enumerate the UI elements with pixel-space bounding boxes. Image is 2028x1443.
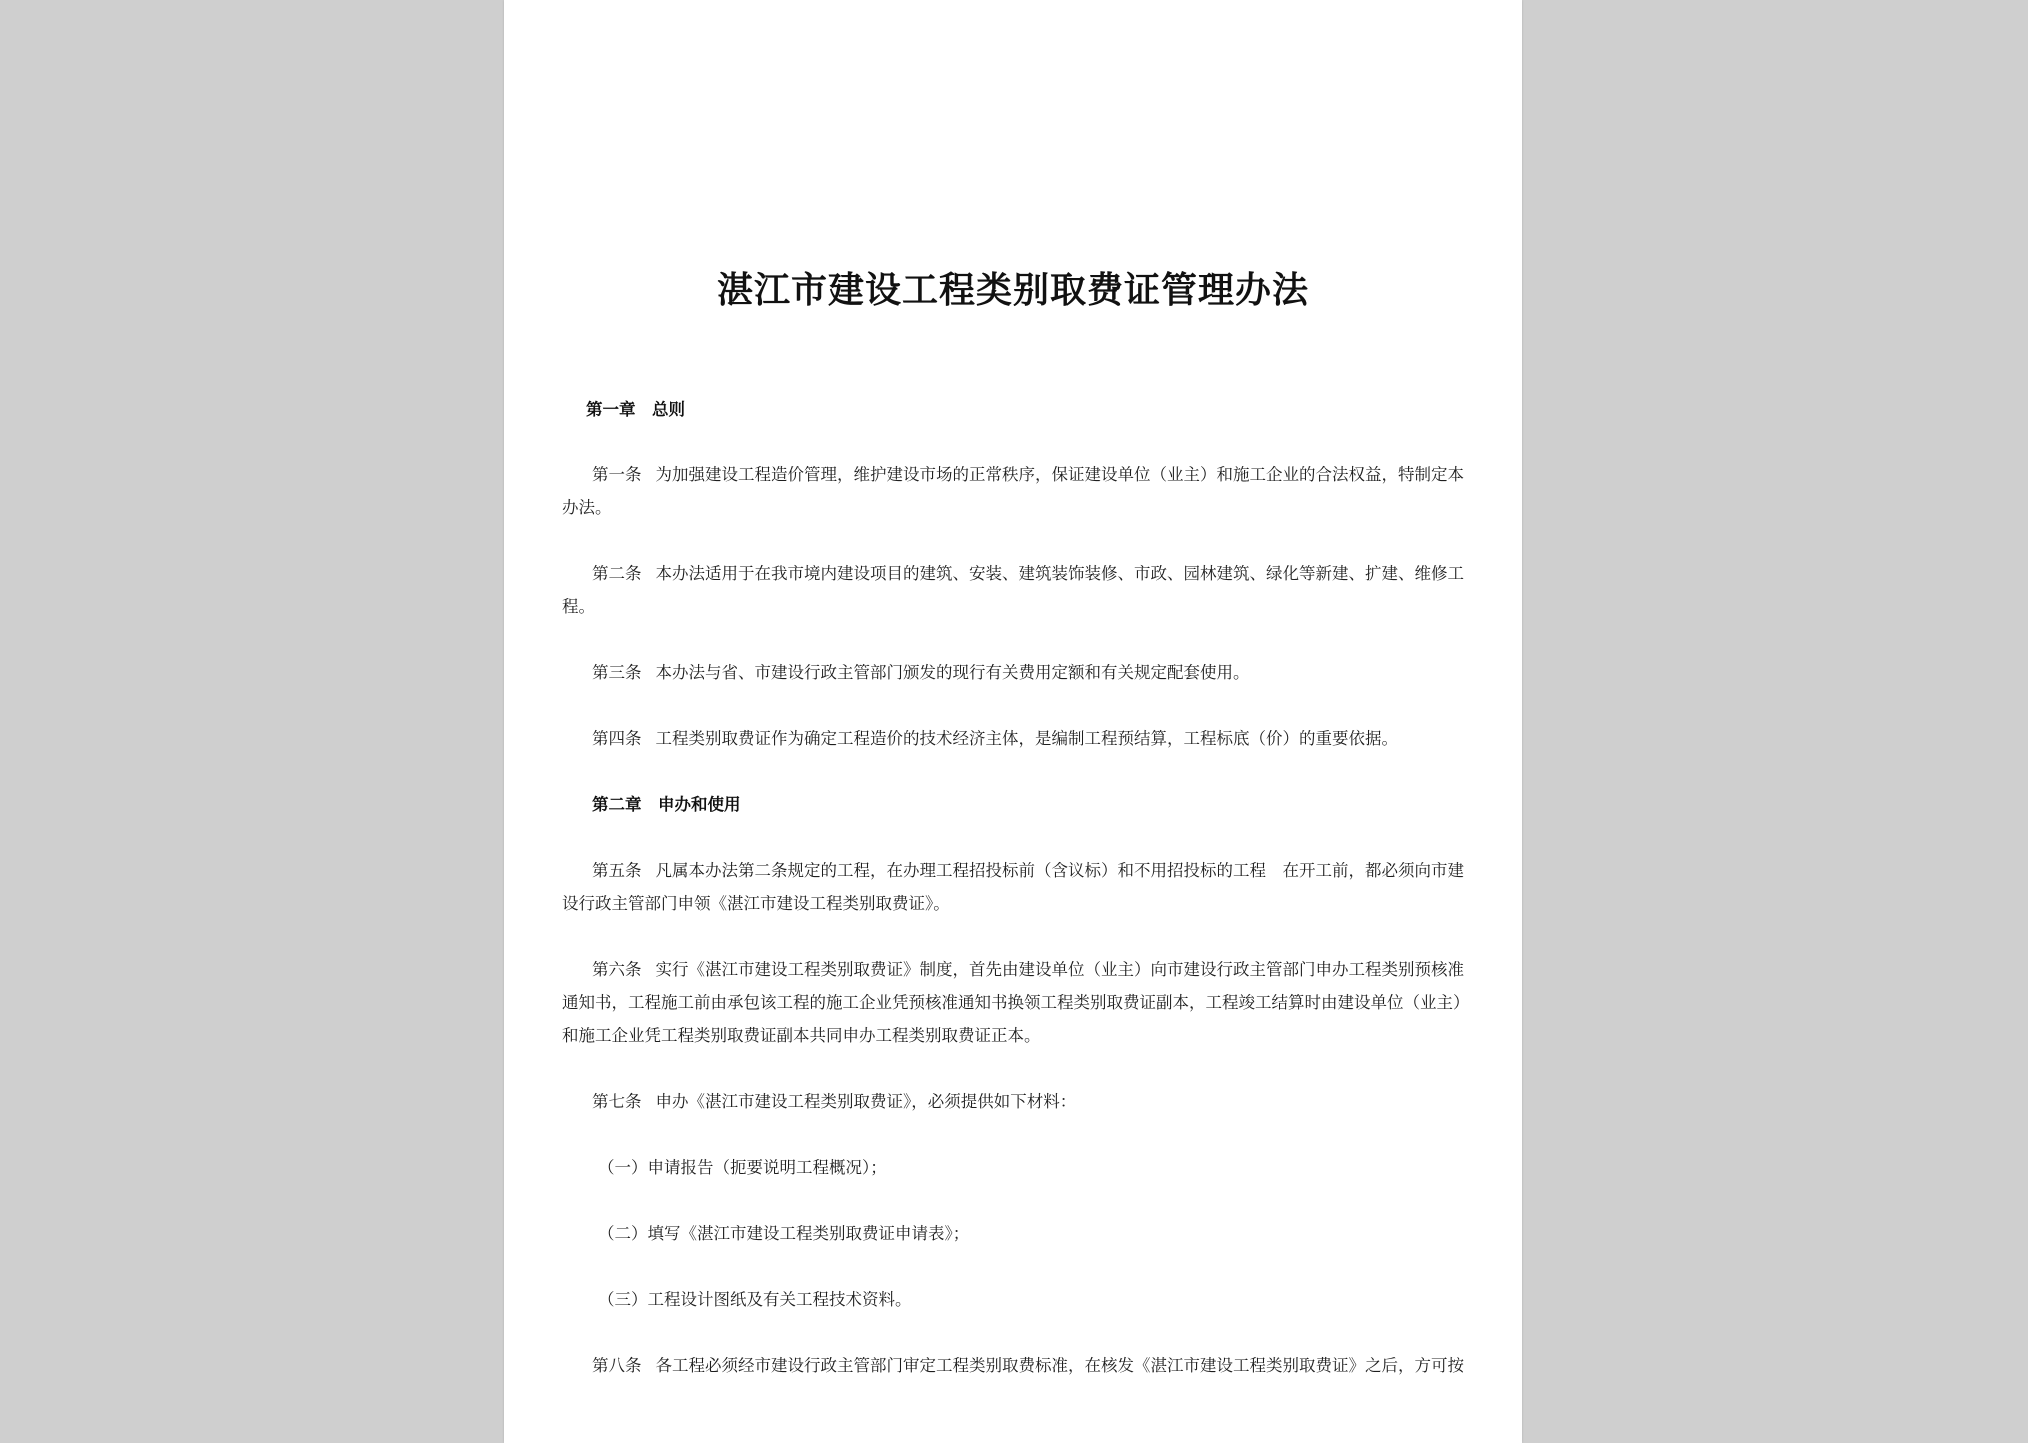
paragraph-text: 各工程必须经市建设行政主管部门审定工程类别取费标准，在核发《湛江市建设工程类别取费证》之后，方可按	[655, 1356, 1464, 1375]
chapter-heading: 第一章 总则	[586, 400, 685, 419]
article-3	[592, 661, 1250, 685]
document-title: 湛江市建设工程类别取费证管理办法	[716, 269, 1309, 311]
list-item: （三）工程设计图纸及有关工程技术资料。	[598, 1290, 912, 1309]
paragraph-continuation: 通知书，工程施工前由承包该工程的施工企业凭预核准通知书换领工程类别取费证副本，工程竣工结算时由建设单位（业主）	[562, 993, 1470, 1012]
paragraph-text: 工程类别取费证作为确定工程造价的技术经济主体，是编制工程预结算，工程标底（价）的重要依据。	[655, 729, 1398, 748]
paragraph-text: 本办法与省、市建设行政主管部门颁发的现行有关费用定额和有关规定配套使用。	[655, 663, 1250, 682]
article-label: 第二条	[592, 564, 642, 583]
article-label: 第七条	[592, 1092, 642, 1111]
paragraph-continuation: 程。	[562, 597, 595, 616]
article-label: 第八条	[592, 1356, 642, 1375]
paragraph-text: 实行《湛江市建设工程类别取费证》制度，首先由建设单位（业主）向市建设行政主管部门申办工程类别预核准	[655, 960, 1464, 979]
paragraph-text: 凡属本办法第二条规定的工程，在办理工程招投标前（含议标）和不用招投标的工程 在开工前，都必须向市建	[655, 861, 1464, 880]
paragraph-text: 申办《湛江市建设工程类别取费证》，必须提供如下材料：	[655, 1092, 1077, 1111]
paragraph-text: 本办法适用于在我市境内建设项目的建筑、安装、建筑装饰装修、市政、园林建筑、绿化等新建、扩建、维修工	[655, 564, 1464, 583]
article-label: 第五条	[592, 861, 642, 880]
paragraph-text: 为加强建设工程造价管理，维护建设市场的正常秩序，保证建设单位（业主）和施工企业的合法权益，特制定本	[655, 465, 1464, 484]
article-1	[592, 463, 1464, 487]
article-7	[592, 1090, 1076, 1114]
article-label: 第三条	[592, 663, 642, 682]
document-page	[504, 0, 1522, 1443]
article-label: 第六条	[592, 960, 642, 979]
article-5	[592, 859, 1464, 883]
paragraph-continuation: 设行政主管部门申领《湛江市建设工程类别取费证》。	[562, 894, 950, 913]
article-4	[592, 727, 1398, 751]
article-8	[592, 1354, 1464, 1378]
list-item: （二）填写《湛江市建设工程类别取费证申请表》；	[598, 1224, 970, 1243]
paragraph-continuation: 办法。	[562, 498, 612, 517]
paragraph-continuation: 和施工企业凭工程类别取费证副本共同申办工程类别取费证正本。	[562, 1026, 1041, 1045]
article-6	[592, 958, 1464, 982]
list-item: （一）申请报告（扼要说明工程概况）；	[598, 1158, 887, 1177]
article-label: 第一条	[592, 465, 642, 484]
chapter-heading: 第二章 申办和使用	[592, 795, 741, 814]
article-2	[592, 562, 1464, 586]
article-label: 第四条	[592, 729, 642, 748]
